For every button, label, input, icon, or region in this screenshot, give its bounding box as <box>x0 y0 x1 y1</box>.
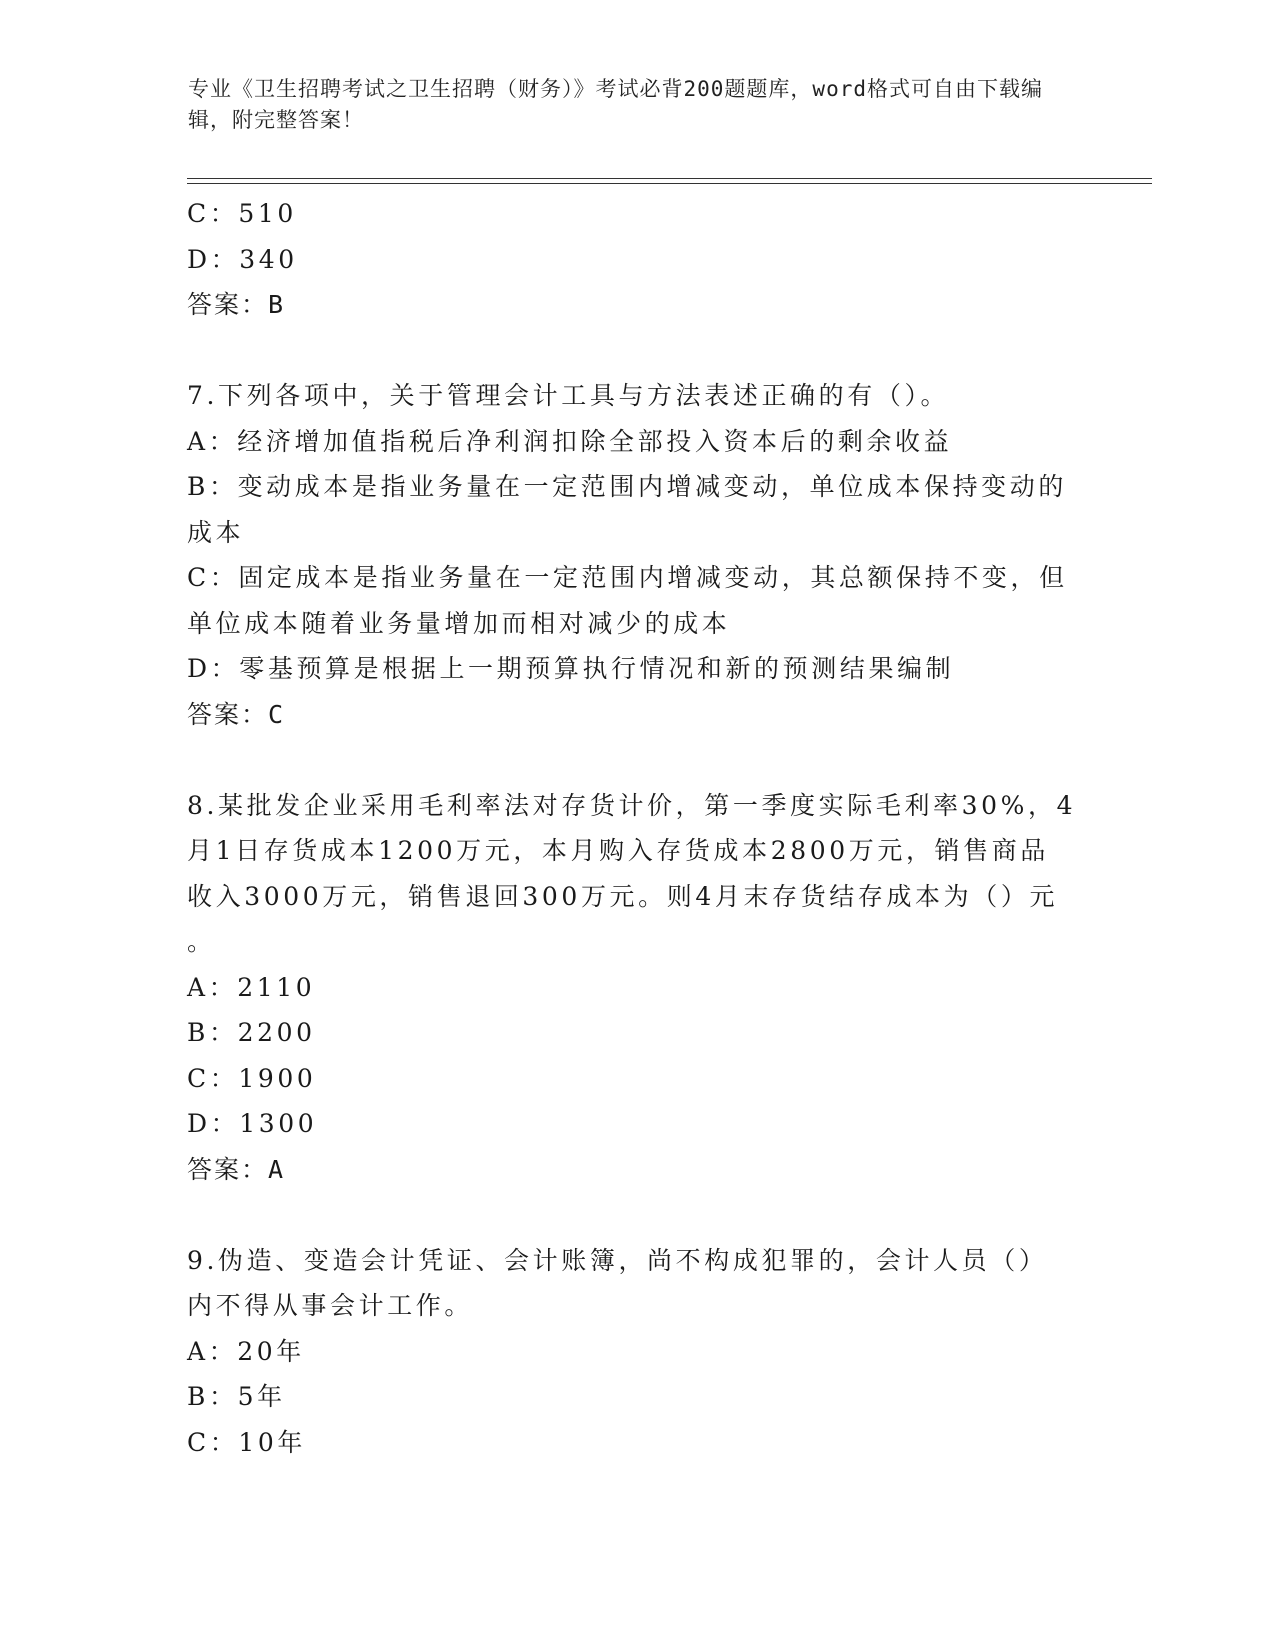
text-line: C：固定成本是指业务量在一定范围内增减变动，其总额保持不变，但 <box>187 563 1068 592</box>
text-line: D：1300 <box>187 1109 318 1138</box>
text-line: 月1日存货成本1200万元，本月购入存货成本2800万元，销售商品 <box>187 836 1049 865</box>
answer-line <box>187 282 1077 328</box>
text-line: A：2110 <box>187 972 316 1002</box>
paragraph-gap <box>187 1192 1077 1238</box>
answer-label: 答案： <box>187 290 269 319</box>
text-line: 8.某批发企业采用毛利率法对存货计价，第一季度实际毛利率30%，4 <box>187 790 1077 820</box>
text-line: D：340 <box>187 244 298 274</box>
text-line: C：10年 <box>187 1427 306 1457</box>
text-line: B：2200 <box>187 1018 316 1047</box>
header-rule-bottom <box>187 183 1152 184</box>
text-line: A：经济增加值指税后净利润扣除全部投入资本后的剩余收益 <box>187 426 953 456</box>
text-line: D：零基预算是根据上一期预算执行情况和新的预测结果编制 <box>187 654 955 683</box>
answer-label: 答案： <box>187 699 269 729</box>
answer-value: A <box>268 1154 287 1184</box>
answer-value: B <box>268 290 287 319</box>
text-line: 内不得从事会计工作。 <box>187 1291 474 1320</box>
answer-value: C <box>268 699 287 729</box>
question-content <box>187 191 1077 1465</box>
text-line: A：20年 <box>187 1336 305 1366</box>
text-line: 7.下列各项中，关于管理会计工具与方法表述正确的有（）。 <box>187 381 950 410</box>
text-line: 9.伪造、变造会计凭证、会计账簿，尚不构成犯罪的，会计人员（） <box>187 1245 1048 1275</box>
text-line: 成本 <box>187 517 245 547</box>
text-line: B：5年 <box>187 1382 286 1411</box>
document-header: 专业《卫生招聘考试之卫生招聘（财务）》考试必背200题题库，word格式可自由下载编辑，附完整答案！ <box>188 77 1043 132</box>
text-line: C：1900 <box>187 1063 317 1093</box>
paragraph-gap <box>187 737 1077 783</box>
answer-label: 答案： <box>187 1154 269 1184</box>
header-rule-top <box>187 178 1152 179</box>
text-line: 。 <box>187 927 216 956</box>
text-line: 收入3000万元，销售退回300万元。则4月末存货结存成本为（）元 <box>187 881 1059 911</box>
text-line: C：510 <box>187 199 297 228</box>
paragraph-gap <box>187 328 1077 374</box>
text-line: B：变动成本是指业务量在一定范围内增减变动，单位成本保持变动的 <box>187 472 1067 501</box>
answer-line <box>187 1147 1077 1193</box>
text-line: 单位成本随着业务量增加而相对减少的成本 <box>187 608 731 638</box>
answer-line <box>187 692 1077 738</box>
